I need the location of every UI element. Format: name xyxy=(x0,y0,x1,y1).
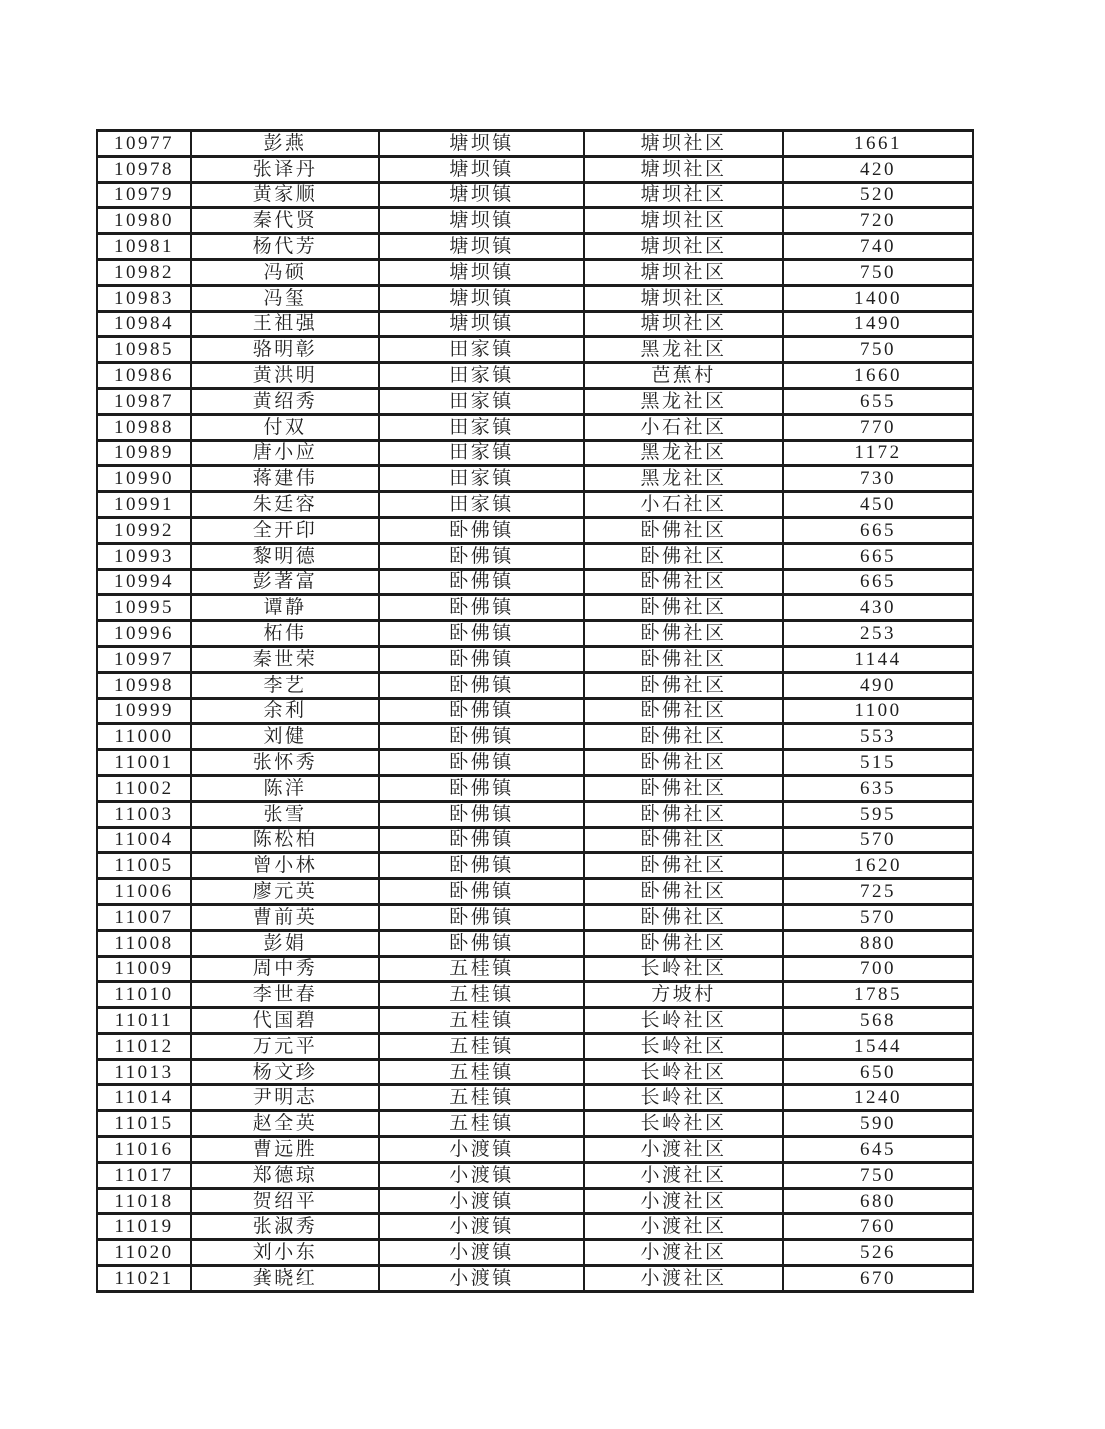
cell-town: 卧佛镇 xyxy=(379,569,584,595)
cell-village: 卧佛社区 xyxy=(584,775,783,801)
cell-town: 五桂镇 xyxy=(379,1085,584,1111)
cell-town: 卧佛镇 xyxy=(379,853,584,879)
cell-village: 小渡社区 xyxy=(584,1266,783,1292)
cell-id: 11004 xyxy=(97,827,191,853)
table-row xyxy=(97,337,973,363)
table-row xyxy=(97,208,973,234)
cell-name: 付双 xyxy=(191,414,379,440)
table-row xyxy=(97,1137,973,1163)
cell-amount: 750 xyxy=(783,259,973,285)
cell-name: 贺绍平 xyxy=(191,1188,379,1214)
table-row xyxy=(97,363,973,389)
cell-id: 11008 xyxy=(97,930,191,956)
cell-id: 10987 xyxy=(97,388,191,414)
cell-id: 10990 xyxy=(97,466,191,492)
cell-amount: 665 xyxy=(783,517,973,543)
cell-id: 10980 xyxy=(97,208,191,234)
cell-amount: 680 xyxy=(783,1188,973,1214)
cell-amount: 490 xyxy=(783,672,973,698)
table-row xyxy=(97,775,973,801)
table-row xyxy=(97,956,973,982)
cell-name: 秦代贤 xyxy=(191,208,379,234)
cell-town: 塘坝镇 xyxy=(379,156,584,182)
cell-name: 黄绍秀 xyxy=(191,388,379,414)
cell-amount: 1400 xyxy=(783,285,973,311)
cell-town: 卧佛镇 xyxy=(379,827,584,853)
cell-name: 曹前英 xyxy=(191,904,379,930)
table-row xyxy=(97,1214,973,1240)
cell-town: 塘坝镇 xyxy=(379,285,584,311)
cell-id: 10988 xyxy=(97,414,191,440)
cell-village: 小石社区 xyxy=(584,414,783,440)
cell-amount: 515 xyxy=(783,750,973,776)
cell-town: 卧佛镇 xyxy=(379,698,584,724)
table-row xyxy=(97,1085,973,1111)
cell-town: 卧佛镇 xyxy=(379,775,584,801)
cell-name: 曾小林 xyxy=(191,853,379,879)
cell-amount: 740 xyxy=(783,234,973,260)
cell-amount: 700 xyxy=(783,956,973,982)
cell-village: 卧佛社区 xyxy=(584,621,783,647)
cell-amount: 1620 xyxy=(783,853,973,879)
cell-name: 刘小东 xyxy=(191,1240,379,1266)
cell-town: 五桂镇 xyxy=(379,1033,584,1059)
cell-village: 长岭社区 xyxy=(584,1059,783,1085)
table-row xyxy=(97,1240,973,1266)
cell-name: 朱廷容 xyxy=(191,492,379,518)
cell-name: 蒋建伟 xyxy=(191,466,379,492)
cell-village: 黑龙社区 xyxy=(584,337,783,363)
cell-village: 塘坝社区 xyxy=(584,208,783,234)
cell-town: 塘坝镇 xyxy=(379,182,584,208)
cell-name: 杨代芳 xyxy=(191,234,379,260)
cell-amount: 1661 xyxy=(783,131,973,157)
cell-id: 10982 xyxy=(97,259,191,285)
cell-name: 彭娟 xyxy=(191,930,379,956)
cell-village: 塘坝社区 xyxy=(584,234,783,260)
cell-town: 塘坝镇 xyxy=(379,131,584,157)
cell-name: 尹明志 xyxy=(191,1085,379,1111)
cell-name: 郑德琼 xyxy=(191,1162,379,1188)
cell-id: 11007 xyxy=(97,904,191,930)
cell-id: 10993 xyxy=(97,543,191,569)
table-row xyxy=(97,1033,973,1059)
cell-village: 卧佛社区 xyxy=(584,595,783,621)
table-row xyxy=(97,466,973,492)
cell-village: 塘坝社区 xyxy=(584,156,783,182)
cell-amount: 645 xyxy=(783,1137,973,1163)
cell-village: 塘坝社区 xyxy=(584,311,783,337)
cell-amount: 665 xyxy=(783,569,973,595)
table-row xyxy=(97,672,973,698)
cell-name: 彭燕 xyxy=(191,131,379,157)
cell-village: 长岭社区 xyxy=(584,956,783,982)
cell-id: 11017 xyxy=(97,1162,191,1188)
cell-town: 小渡镇 xyxy=(379,1266,584,1292)
cell-amount: 750 xyxy=(783,1162,973,1188)
cell-town: 卧佛镇 xyxy=(379,621,584,647)
table-row xyxy=(97,440,973,466)
cell-name: 黎明德 xyxy=(191,543,379,569)
table-row xyxy=(97,543,973,569)
cell-name: 冯玺 xyxy=(191,285,379,311)
cell-town: 五桂镇 xyxy=(379,982,584,1008)
table-row xyxy=(97,234,973,260)
cell-village: 卧佛社区 xyxy=(584,517,783,543)
cell-amount: 880 xyxy=(783,930,973,956)
cell-amount: 725 xyxy=(783,879,973,905)
cell-village: 卧佛社区 xyxy=(584,543,783,569)
cell-id: 11019 xyxy=(97,1214,191,1240)
cell-village: 小渡社区 xyxy=(584,1137,783,1163)
cell-name: 廖元英 xyxy=(191,879,379,905)
table-row xyxy=(97,1266,973,1292)
cell-id: 10984 xyxy=(97,311,191,337)
cell-town: 五桂镇 xyxy=(379,1111,584,1137)
cell-name: 全开印 xyxy=(191,517,379,543)
roster-table xyxy=(96,129,974,1293)
cell-id: 11009 xyxy=(97,956,191,982)
cell-id: 10998 xyxy=(97,672,191,698)
cell-village: 长岭社区 xyxy=(584,1033,783,1059)
cell-village: 塘坝社区 xyxy=(584,259,783,285)
cell-amount: 655 xyxy=(783,388,973,414)
cell-village: 卧佛社区 xyxy=(584,698,783,724)
cell-town: 田家镇 xyxy=(379,414,584,440)
cell-id: 10989 xyxy=(97,440,191,466)
cell-name: 柘伟 xyxy=(191,621,379,647)
cell-town: 卧佛镇 xyxy=(379,595,584,621)
cell-town: 小渡镇 xyxy=(379,1137,584,1163)
cell-id: 11015 xyxy=(97,1111,191,1137)
cell-village: 芭蕉村 xyxy=(584,363,783,389)
cell-name: 张怀秀 xyxy=(191,750,379,776)
cell-id: 10997 xyxy=(97,646,191,672)
cell-name: 代国碧 xyxy=(191,1008,379,1034)
cell-name: 陈松柏 xyxy=(191,827,379,853)
cell-id: 11003 xyxy=(97,801,191,827)
cell-id: 10985 xyxy=(97,337,191,363)
cell-id: 11014 xyxy=(97,1085,191,1111)
cell-town: 田家镇 xyxy=(379,363,584,389)
cell-id: 10983 xyxy=(97,285,191,311)
cell-village: 小渡社区 xyxy=(584,1214,783,1240)
cell-amount: 570 xyxy=(783,904,973,930)
table-row xyxy=(97,621,973,647)
cell-name: 张淑秀 xyxy=(191,1214,379,1240)
cell-amount: 770 xyxy=(783,414,973,440)
cell-amount: 720 xyxy=(783,208,973,234)
cell-amount: 730 xyxy=(783,466,973,492)
table-row xyxy=(97,1111,973,1137)
table-row xyxy=(97,182,973,208)
cell-name: 赵全英 xyxy=(191,1111,379,1137)
table-row xyxy=(97,388,973,414)
table-row xyxy=(97,1059,973,1085)
table-row xyxy=(97,646,973,672)
cell-id: 10999 xyxy=(97,698,191,724)
cell-village: 卧佛社区 xyxy=(584,853,783,879)
cell-id: 10992 xyxy=(97,517,191,543)
table-row xyxy=(97,595,973,621)
cell-town: 卧佛镇 xyxy=(379,750,584,776)
table-body xyxy=(97,131,973,1292)
cell-town: 卧佛镇 xyxy=(379,724,584,750)
cell-town: 小渡镇 xyxy=(379,1214,584,1240)
cell-village: 卧佛社区 xyxy=(584,750,783,776)
cell-amount: 1785 xyxy=(783,982,973,1008)
cell-village: 长岭社区 xyxy=(584,1085,783,1111)
cell-name: 骆明彰 xyxy=(191,337,379,363)
cell-town: 塘坝镇 xyxy=(379,311,584,337)
cell-amount: 450 xyxy=(783,492,973,518)
table-row xyxy=(97,1188,973,1214)
cell-id: 10996 xyxy=(97,621,191,647)
cell-town: 塘坝镇 xyxy=(379,234,584,260)
table-row xyxy=(97,750,973,776)
cell-id: 10994 xyxy=(97,569,191,595)
cell-name: 谭静 xyxy=(191,595,379,621)
table-row xyxy=(97,259,973,285)
table-row xyxy=(97,879,973,905)
cell-amount: 430 xyxy=(783,595,973,621)
cell-village: 黑龙社区 xyxy=(584,440,783,466)
cell-name: 杨文珍 xyxy=(191,1059,379,1085)
table-row xyxy=(97,982,973,1008)
cell-town: 田家镇 xyxy=(379,440,584,466)
cell-id: 11021 xyxy=(97,1266,191,1292)
cell-village: 卧佛社区 xyxy=(584,724,783,750)
cell-id: 10979 xyxy=(97,182,191,208)
cell-amount: 750 xyxy=(783,337,973,363)
cell-id: 11020 xyxy=(97,1240,191,1266)
cell-name: 唐小应 xyxy=(191,440,379,466)
cell-town: 小渡镇 xyxy=(379,1162,584,1188)
cell-name: 李世春 xyxy=(191,982,379,1008)
cell-name: 张译丹 xyxy=(191,156,379,182)
cell-amount: 650 xyxy=(783,1059,973,1085)
cell-id: 10995 xyxy=(97,595,191,621)
cell-town: 田家镇 xyxy=(379,388,584,414)
cell-id: 11001 xyxy=(97,750,191,776)
cell-id: 11010 xyxy=(97,982,191,1008)
cell-town: 卧佛镇 xyxy=(379,646,584,672)
cell-town: 卧佛镇 xyxy=(379,879,584,905)
cell-town: 五桂镇 xyxy=(379,1008,584,1034)
cell-name: 余利 xyxy=(191,698,379,724)
cell-name: 黄家顺 xyxy=(191,182,379,208)
cell-name: 黄洪明 xyxy=(191,363,379,389)
cell-amount: 1172 xyxy=(783,440,973,466)
cell-id: 11012 xyxy=(97,1033,191,1059)
cell-village: 小渡社区 xyxy=(584,1162,783,1188)
cell-village: 卧佛社区 xyxy=(584,930,783,956)
table-row xyxy=(97,724,973,750)
cell-village: 卧佛社区 xyxy=(584,672,783,698)
cell-amount: 1660 xyxy=(783,363,973,389)
cell-village: 小渡社区 xyxy=(584,1240,783,1266)
cell-village: 小渡社区 xyxy=(584,1188,783,1214)
cell-name: 冯硕 xyxy=(191,259,379,285)
cell-town: 卧佛镇 xyxy=(379,930,584,956)
cell-town: 卧佛镇 xyxy=(379,801,584,827)
cell-id: 11018 xyxy=(97,1188,191,1214)
cell-amount: 670 xyxy=(783,1266,973,1292)
cell-village: 塘坝社区 xyxy=(584,182,783,208)
cell-id: 11005 xyxy=(97,853,191,879)
cell-name: 万元平 xyxy=(191,1033,379,1059)
cell-village: 方坡村 xyxy=(584,982,783,1008)
cell-village: 卧佛社区 xyxy=(584,879,783,905)
cell-village: 卧佛社区 xyxy=(584,827,783,853)
cell-id: 11013 xyxy=(97,1059,191,1085)
cell-amount: 1490 xyxy=(783,311,973,337)
cell-town: 田家镇 xyxy=(379,337,584,363)
cell-amount: 570 xyxy=(783,827,973,853)
table-row xyxy=(97,311,973,337)
cell-name: 王祖强 xyxy=(191,311,379,337)
table-row xyxy=(97,698,973,724)
table-row xyxy=(97,414,973,440)
cell-amount: 1144 xyxy=(783,646,973,672)
cell-town: 卧佛镇 xyxy=(379,672,584,698)
table-row xyxy=(97,1008,973,1034)
table-row xyxy=(97,492,973,518)
cell-name: 陈洋 xyxy=(191,775,379,801)
cell-amount: 595 xyxy=(783,801,973,827)
cell-amount: 1544 xyxy=(783,1033,973,1059)
cell-id: 10986 xyxy=(97,363,191,389)
table-row xyxy=(97,517,973,543)
cell-amount: 253 xyxy=(783,621,973,647)
cell-town: 田家镇 xyxy=(379,466,584,492)
cell-town: 卧佛镇 xyxy=(379,904,584,930)
table-row xyxy=(97,1162,973,1188)
cell-village: 长岭社区 xyxy=(584,1111,783,1137)
cell-id: 10978 xyxy=(97,156,191,182)
table-row xyxy=(97,801,973,827)
cell-amount: 553 xyxy=(783,724,973,750)
cell-amount: 1100 xyxy=(783,698,973,724)
cell-name: 曹远胜 xyxy=(191,1137,379,1163)
table-row xyxy=(97,569,973,595)
cell-id: 10991 xyxy=(97,492,191,518)
table-row xyxy=(97,827,973,853)
cell-town: 塘坝镇 xyxy=(379,208,584,234)
cell-village: 卧佛社区 xyxy=(584,801,783,827)
cell-name: 彭著富 xyxy=(191,569,379,595)
cell-town: 小渡镇 xyxy=(379,1188,584,1214)
cell-village: 小石社区 xyxy=(584,492,783,518)
cell-amount: 520 xyxy=(783,182,973,208)
cell-name: 李艺 xyxy=(191,672,379,698)
table-row xyxy=(97,930,973,956)
table-row xyxy=(97,904,973,930)
cell-amount: 760 xyxy=(783,1214,973,1240)
cell-amount: 526 xyxy=(783,1240,973,1266)
cell-amount: 635 xyxy=(783,775,973,801)
cell-name: 周中秀 xyxy=(191,956,379,982)
table-row xyxy=(97,285,973,311)
cell-id: 11011 xyxy=(97,1008,191,1034)
cell-village: 塘坝社区 xyxy=(584,131,783,157)
cell-name: 秦世荣 xyxy=(191,646,379,672)
cell-id: 10977 xyxy=(97,131,191,157)
cell-name: 张雪 xyxy=(191,801,379,827)
cell-amount: 665 xyxy=(783,543,973,569)
cell-village: 黑龙社区 xyxy=(584,466,783,492)
table-row xyxy=(97,131,973,157)
cell-amount: 1240 xyxy=(783,1085,973,1111)
cell-id: 11006 xyxy=(97,879,191,905)
cell-amount: 420 xyxy=(783,156,973,182)
cell-name: 刘健 xyxy=(191,724,379,750)
cell-name: 龚晓红 xyxy=(191,1266,379,1292)
cell-village: 卧佛社区 xyxy=(584,569,783,595)
cell-village: 长岭社区 xyxy=(584,1008,783,1034)
cell-village: 黑龙社区 xyxy=(584,388,783,414)
cell-town: 卧佛镇 xyxy=(379,517,584,543)
cell-village: 卧佛社区 xyxy=(584,904,783,930)
cell-amount: 568 xyxy=(783,1008,973,1034)
cell-village: 塘坝社区 xyxy=(584,285,783,311)
cell-town: 小渡镇 xyxy=(379,1240,584,1266)
table-row xyxy=(97,853,973,879)
cell-id: 11000 xyxy=(97,724,191,750)
cell-id: 11002 xyxy=(97,775,191,801)
cell-town: 塘坝镇 xyxy=(379,259,584,285)
cell-town: 五桂镇 xyxy=(379,1059,584,1085)
table-row xyxy=(97,156,973,182)
cell-village: 卧佛社区 xyxy=(584,646,783,672)
cell-town: 五桂镇 xyxy=(379,956,584,982)
cell-town: 田家镇 xyxy=(379,492,584,518)
cell-id: 10981 xyxy=(97,234,191,260)
cell-town: 卧佛镇 xyxy=(379,543,584,569)
cell-id: 11016 xyxy=(97,1137,191,1163)
cell-amount: 590 xyxy=(783,1111,973,1137)
